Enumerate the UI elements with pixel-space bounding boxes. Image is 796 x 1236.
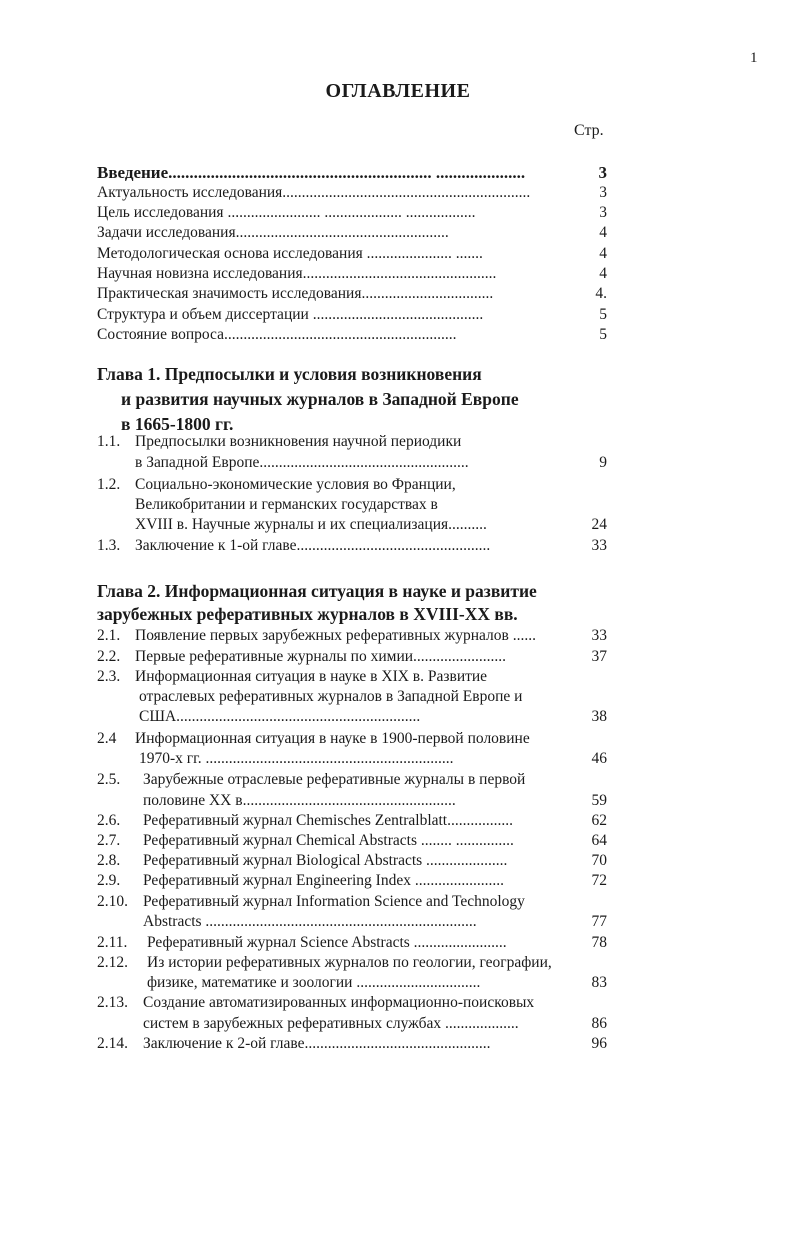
toc-entry-title: Практическая значимость исследования.................................. — [97, 285, 494, 302]
toc-entry-continued — [97, 515, 607, 535]
toc-entry — [97, 892, 607, 912]
chapter-heading: и развития научных журналов в Западной Европе — [121, 389, 519, 409]
toc-entry — [97, 871, 607, 891]
toc-entry-title: Реферативный журнал Biological Abstracts ..................... — [143, 852, 508, 869]
toc-entry — [97, 811, 607, 831]
toc-entry-page: 24 — [591, 516, 607, 533]
toc-entry-title: Реферативный журнал Information Science and Technology — [143, 893, 525, 910]
toc-entry-page: 38 — [591, 708, 607, 725]
toc-entry — [97, 626, 607, 646]
toc-entry-continued — [97, 1014, 607, 1034]
toc-entry-continued — [97, 791, 607, 811]
toc-entry-page: 72 — [591, 872, 607, 889]
toc-entry-title: Заключение к 1-ой главе.................................................. — [135, 537, 491, 554]
toc-entry-title: XVIII в. Научные журналы и их специализация.......... — [135, 516, 487, 533]
toc-entry-page: 3 — [599, 184, 607, 201]
toc-entry — [97, 770, 607, 790]
toc-entry-page: 70 — [591, 852, 607, 869]
toc-entry-number: 2.11. — [97, 934, 128, 951]
chapter-heading: Глава 1. Предпосылки и условия возникновения — [97, 364, 482, 384]
toc-entry — [97, 183, 607, 203]
toc-entry-page: 3 — [599, 204, 607, 221]
toc-entry-title: Актуальность исследования................................................................ — [97, 184, 531, 201]
toc-entry-number: 2.9. — [97, 872, 121, 889]
page-number: 1 — [750, 50, 758, 66]
toc-entry-page: 3 — [598, 163, 607, 182]
toc-entry-page: 62 — [591, 812, 607, 829]
toc-entry-page: 4 — [599, 245, 607, 262]
toc-entry-title: Информационная ситуация в науке в 1900-первой половине — [135, 730, 530, 747]
toc-entry-page: 33 — [591, 537, 607, 554]
toc-entry-page: 5 — [599, 306, 607, 323]
toc-entry-continued — [97, 912, 607, 932]
toc-entry-number: 2.8. — [97, 852, 121, 869]
toc-entry — [97, 953, 607, 973]
toc-entry-continued — [97, 453, 607, 473]
toc-entry — [97, 667, 607, 687]
toc-entry — [97, 1034, 607, 1054]
toc-entry — [97, 432, 607, 452]
toc-entry — [97, 729, 607, 749]
toc-entry-page: 33 — [591, 627, 607, 644]
toc-entry-page: 77 — [591, 913, 607, 930]
toc-entry — [97, 933, 607, 953]
toc-entry — [97, 647, 607, 667]
toc-entry-number: 1.1. — [97, 433, 121, 450]
toc-entry-title: Из истории реферативных журналов по геологии, географии, — [147, 954, 552, 971]
toc-entry-page: 4 — [599, 265, 607, 282]
toc-entry — [97, 244, 607, 264]
toc-entry-page: 64 — [591, 832, 607, 849]
toc-entry — [97, 284, 607, 304]
toc-entry-title: в Западной Европе...................................................... — [135, 454, 469, 471]
toc-entry-title: Состояние вопроса............................................................ — [97, 326, 457, 343]
toc-entry-page: 59 — [591, 792, 607, 809]
toc-entry-continued — [97, 687, 607, 707]
toc-entry-page: 86 — [591, 1015, 607, 1032]
toc-entry-title: Социально-экономические условия во Франции, — [135, 476, 456, 493]
toc-entry-number: 2.7. — [97, 832, 121, 849]
toc-entry-number: 2.2. — [97, 648, 121, 665]
toc-entry-title: 1970-х гг. ................................................................ — [139, 750, 454, 767]
toc-entry-title: Зарубежные отраслевые реферативные журналы в первой — [143, 771, 526, 788]
toc-entry-title: Введение.............................................................. ..................... — [97, 163, 526, 182]
toc-entry — [97, 475, 607, 495]
toc-entry-title: Информационная ситуация в науке в XIX в. Развитие — [135, 668, 488, 685]
toc-entry-page: 96 — [591, 1035, 607, 1052]
toc-entry-title: отраслевых реферативных журналов в Западной Европе и — [139, 688, 523, 705]
toc-entry — [97, 831, 607, 851]
toc-entry — [97, 536, 607, 556]
toc-entry — [97, 264, 607, 284]
toc-entry-page: 46 — [591, 750, 607, 767]
toc-entry-page: 9 — [599, 454, 607, 471]
toc-entry-title: Предпосылки возникновения научной периодики — [135, 433, 462, 450]
toc-entry-number: 2.13. — [97, 994, 128, 1011]
toc-entry-title: систем в зарубежных реферативных службах ................... — [143, 1015, 519, 1032]
toc-entry-number: 2.14. — [97, 1035, 128, 1052]
toc-entry-title: Реферативный журнал Science Abstracts ........................ — [147, 934, 507, 951]
toc-entry-page: 4 — [599, 224, 607, 241]
toc-entry-title: Реферативный журнал Engineering Index ....................... — [143, 872, 504, 889]
toc-entry-number: 2.5. — [97, 771, 121, 788]
toc-entry-title: Заключение к 2-ой главе................................................ — [143, 1035, 491, 1052]
chapter-heading: Глава 2. Информационная ситуация в науке и развитие — [97, 581, 537, 601]
toc-entry-continued — [97, 495, 607, 515]
toc-entry-title: Реферативный журнал Chemisches Zentralblatt................. — [143, 812, 513, 829]
toc-entry-continued — [97, 973, 607, 993]
toc-entry-title: Реферативный журнал Chemical Abstracts ........ ............... — [143, 832, 514, 849]
toc-entry-page: 4. — [595, 285, 607, 302]
toc-entry-title: Задачи исследования....................................................... — [97, 224, 449, 241]
toc-entry-title: половине XX в....................................................... — [143, 792, 456, 809]
toc-entry-number: 1.2. — [97, 476, 121, 493]
toc-entry-number: 2.10. — [97, 893, 128, 910]
toc-entry-title: Структура и объем диссертации ............................................ — [97, 306, 484, 323]
toc-entry-title: Великобритании и германских государствах в — [135, 496, 438, 513]
toc-entry-title: США............................................................... — [139, 708, 421, 725]
toc-entry-title: Методологическая основа исследования ...................... ....... — [97, 245, 483, 262]
toc-entry-number: 1.3. — [97, 537, 121, 554]
toc-entry-page: 37 — [591, 648, 607, 665]
toc-entry-number: 2.6. — [97, 812, 121, 829]
toc-entry — [97, 325, 607, 345]
toc-entry-title: Цель исследования ........................ .................... .................. — [97, 204, 476, 221]
toc-entry-title: физике, математике и зоологии ................................ — [147, 974, 481, 991]
chapter-heading: в 1665-1800 гг. — [121, 414, 234, 434]
toc-entry — [97, 305, 607, 325]
toc-entry — [97, 163, 607, 183]
toc-entry-number: 2.1. — [97, 627, 121, 644]
toc-entry-number: 2.3. — [97, 668, 121, 685]
toc-entry-title: Создание автоматизированных информационно-поисковых — [143, 994, 535, 1011]
toc-entry-title: Первые реферативные журналы по химии........................ — [135, 648, 507, 665]
toc-entry-page: 83 — [591, 974, 607, 991]
toc-entry-title: Научная новизна исследования.................................................. — [97, 265, 497, 282]
toc-entry-title: Появление первых зарубежных реферативных журналов ...... — [135, 627, 536, 644]
chapter-heading: зарубежных реферативных журналов в XVIII-XX вв. — [97, 604, 518, 624]
page-column-label: Стр. — [574, 122, 604, 139]
toc-entry-continued — [97, 707, 607, 727]
toc-entry-title: Abstracts ...................................................................... — [143, 913, 477, 930]
toc-entry — [97, 851, 607, 871]
toc-entry — [97, 203, 607, 223]
toc-entry-number: 2.12. — [97, 954, 128, 971]
toc-entry-number: 2.4 — [97, 730, 117, 747]
toc-entry — [97, 993, 607, 1013]
toc-entry-continued — [97, 749, 607, 769]
toc-entry-page: 5 — [599, 326, 607, 343]
toc-entry — [97, 223, 607, 243]
page-title: ОГЛАВЛЕНИЕ — [325, 80, 471, 102]
toc-entry-page: 78 — [591, 934, 607, 951]
